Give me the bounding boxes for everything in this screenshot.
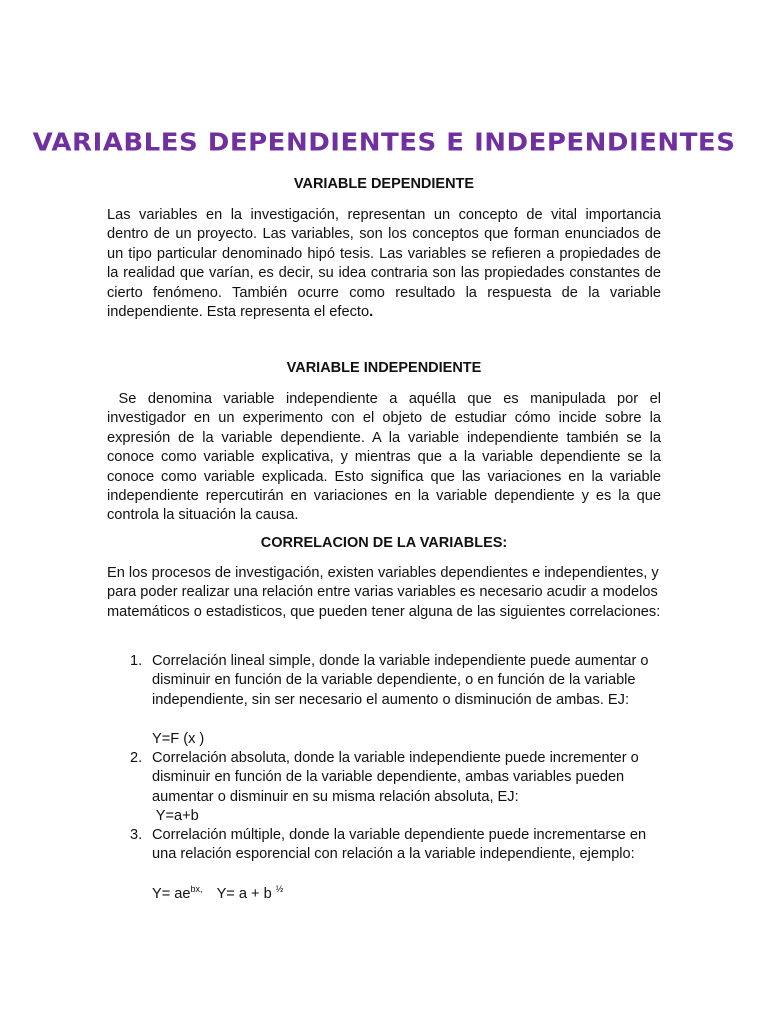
list-number: 3. <box>130 827 143 843</box>
heading-variable-independiente: VARIABLE INDEPENDIENTE <box>286 360 482 376</box>
formula-2: Y=a+b <box>152 808 199 824</box>
list-number: 1. <box>130 653 143 669</box>
paragraph-variable-dependiente <box>107 206 661 322</box>
heading-correlacion: CORRELACION DE LA VARIABLES: <box>260 535 508 551</box>
formula-3b-exponent: ½ <box>275 884 284 894</box>
list-number: 2. <box>130 750 143 766</box>
formula-3b: Y= a + b <box>216 886 276 902</box>
heading-variable-dependiente: VARIABLE DEPENDIENTE <box>293 176 475 192</box>
list-item-text: Correlación lineal simple, donde la variable independiente puede aumentar o disminuir en función de la variable dependiente, o en función de la variable independiente, sin ser necesario el aumento o disminución de ambas. EJ: <box>152 653 649 708</box>
paragraph-period: . <box>369 304 374 321</box>
formula-3a: Y= ae <box>152 886 191 902</box>
paragraph-text: Las variables en la investigación, representan un concepto de vital importancia dentro de un proyecto. Las variables, son los conceptos que forman enunciados de un tipo particular denominado hipó tesis. Las variables se refieren a propiedades de la realidad que varían, es decir, su idea contraria son las propiedades constantes de cierto fenómeno. También ocurre como resultado la respuesta de la variable independiente. Esta representa el efecto <box>107 207 661 321</box>
paragraph-variable-independiente: Se denomina variable independiente a aquélla que es manipulada por el investigador en un experimento con el objeto de estudiar cómo incide sobre la expresión de la variable dependiente. A la variable independiente también se la conoce como variable explicativa, y mientras que a la variable dependiente se la conoce como variable explicada. Esto significa que las variaciones en la variable independiente repercutirán en variaciones en la variable dependiente y es la que controla la situación la causa. <box>107 391 666 524</box>
list-item-text: Correlación múltiple, donde la variable dependiente puede incrementarse en una relación esporencial con relación a la variable independiente, ejemplo: <box>152 827 647 863</box>
list-item-text: Correlación absoluta, donde la variable independiente puede incrementer o disminuir en función de la variable dependiente, ambas variables pueden aumentar o disminuir en su misma relación absoluta, EJ: <box>152 750 639 805</box>
formula-3 <box>152 885 283 904</box>
paragraph-correlacion-intro: En los procesos de investigación, existen variables dependientes e independientes, y para poder realizar una relación entre varias variables es necesario acudir a modelos matemáticos o estadisticos, que pueden tener alguna de las siguientes correlaciones: <box>107 565 661 620</box>
formula-1: Y=F (x ) <box>152 731 205 747</box>
formula-3a-exponent: bx, <box>190 884 203 894</box>
document-title: VARIABLES DEPENDIENTES E INDEPENDIENTES <box>32 128 736 158</box>
